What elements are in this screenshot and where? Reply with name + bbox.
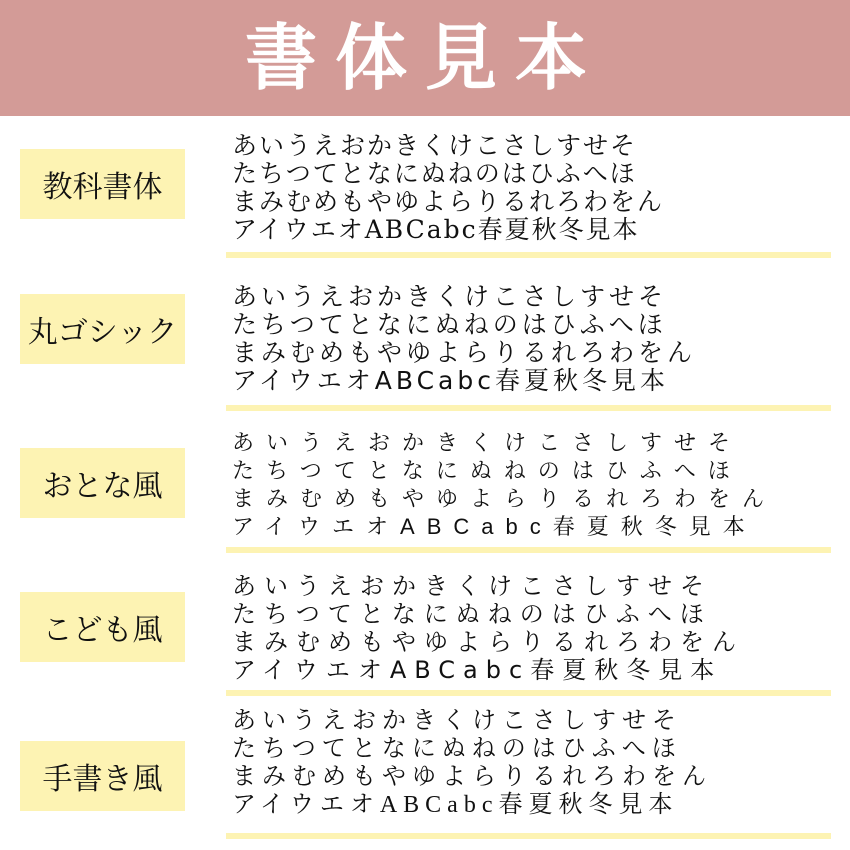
font-sample	[232, 132, 836, 244]
font-row-kodomo	[0, 570, 850, 700]
font-sample	[232, 707, 836, 819]
font-row-maru-gothic	[0, 275, 850, 405]
font-row-otona	[0, 427, 850, 557]
sample-line: まみむめもやゆよらりるれろわをん	[232, 338, 697, 367]
sample-line: あいうえおかきくけこさしすせそ	[232, 708, 682, 734]
sample-line: あいうえおかきくけこさしすせそ	[232, 572, 712, 600]
sample-underline	[226, 690, 831, 696]
sample-line: たちつてとなにぬねのはひふへほ	[232, 736, 682, 762]
font-label: 教科書体	[20, 149, 185, 219]
sample-line: たちつてとなにぬねのはひふへほ	[232, 159, 637, 188]
sample-line: アイウエオABCabc春夏秋冬見本	[232, 366, 669, 395]
sample-line: まみむめもやゆよらりるれろわをん	[232, 628, 744, 656]
font-label: 手書き風	[20, 741, 185, 811]
sample-line: まみむめもやゆよらりるれろわをん	[232, 486, 777, 511]
sample-line: たちつてとなにぬねのはひふへほ	[232, 458, 742, 483]
header-banner	[0, 0, 850, 116]
sample-line: アイウエオABCabc春夏秋冬見本	[232, 215, 640, 244]
sample-line: あいうえおかきくけこさしすせそ	[232, 282, 668, 311]
sample-line: アイウエオABCabc春夏秋冬見本	[232, 792, 679, 818]
font-row-tegaki	[0, 705, 850, 835]
sample-underline	[226, 833, 831, 839]
font-sample	[232, 429, 836, 541]
font-label: こども風	[20, 592, 185, 662]
sample-line: あいうえおかきくけこさしすせそ	[232, 131, 638, 160]
font-label: 丸ゴシック	[20, 294, 185, 364]
sample-line: あいうえおかきくけこさしすせそ	[232, 430, 743, 455]
font-sample	[232, 572, 836, 684]
sample-line: アイウエオABCabc春夏秋冬見本	[232, 656, 723, 684]
sample-line: たちつてとなにぬねのはひふへほ	[232, 310, 667, 339]
sample-underline	[226, 405, 831, 411]
sample-line: まみむめもやゆよらりるれろわをん	[232, 764, 712, 790]
sample-line: たちつてとなにぬねのはひふへほ	[232, 600, 712, 628]
font-label: おとな風	[20, 448, 185, 518]
page-title: 書体見本	[244, 16, 605, 100]
sample-line: アイウエオABCabc春夏秋冬見本	[232, 514, 757, 539]
sample-underline	[226, 252, 831, 258]
sample-line: まみむめもやゆよらりるれろわをん	[232, 187, 665, 216]
font-sample	[232, 283, 836, 395]
sample-underline	[226, 547, 831, 553]
font-row-kyokasho	[0, 130, 850, 260]
